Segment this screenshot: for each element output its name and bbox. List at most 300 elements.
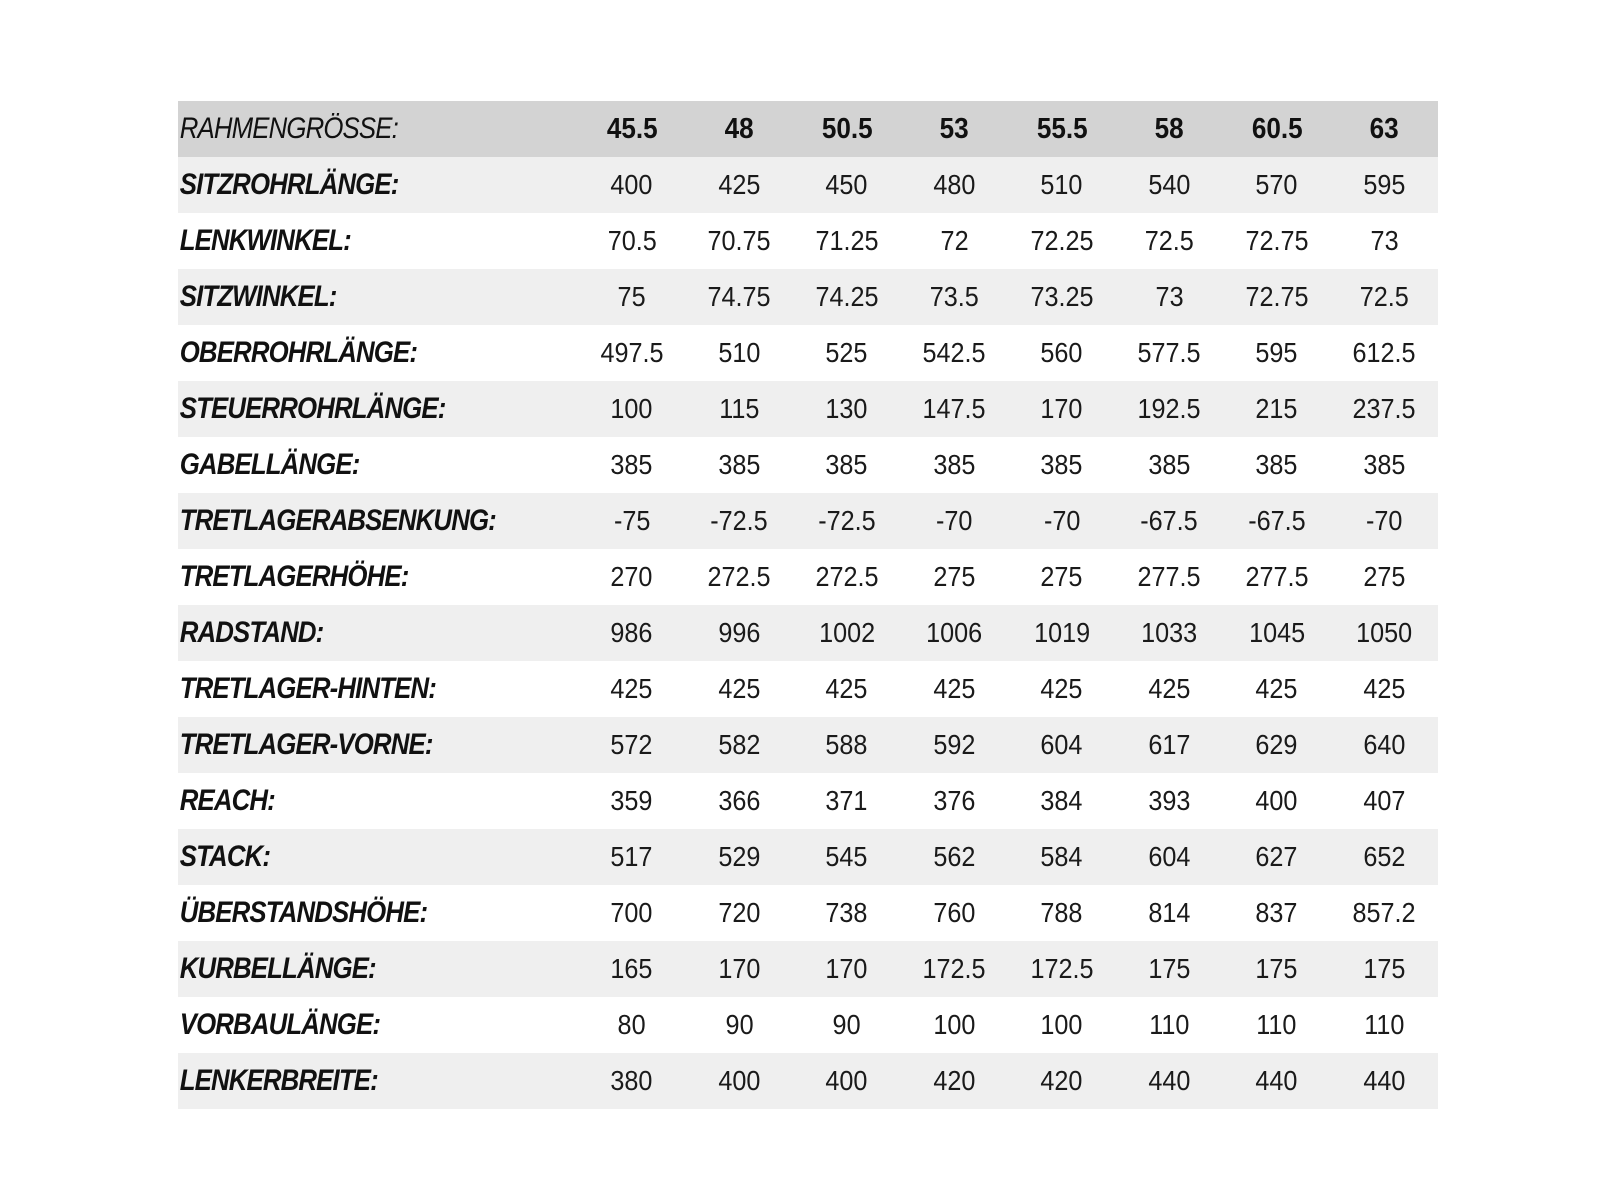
table-row [178, 941, 1438, 997]
value-text: 172.5 [922, 953, 986, 984]
value-text: 517 [610, 841, 653, 872]
value-cell [578, 437, 686, 493]
value-cell [901, 717, 1009, 773]
value-cell [1223, 773, 1331, 829]
value-cell [1008, 941, 1116, 997]
value-text: 73.5 [929, 281, 979, 312]
value-text: 275 [1363, 561, 1406, 592]
value-text: 407 [1363, 785, 1406, 816]
value-cell [1116, 325, 1224, 381]
row-label: RADSTAND: [179, 616, 324, 649]
value-cell [793, 157, 901, 213]
column-header [901, 101, 1009, 157]
value-text: 100 [1040, 1009, 1083, 1040]
value-cell [1008, 885, 1116, 941]
column-header-text: 58 [1154, 112, 1184, 145]
value-text: 385 [825, 449, 868, 480]
value-text: 420 [1040, 1065, 1083, 1096]
column-header [578, 101, 686, 157]
value-text: 147.5 [922, 393, 986, 424]
table-row [178, 829, 1438, 885]
value-cell [578, 213, 686, 269]
value-cell [1008, 997, 1116, 1053]
value-cell [1008, 325, 1116, 381]
column-header-text: 63 [1369, 112, 1399, 145]
value-text: 175 [1363, 953, 1406, 984]
table-row [178, 885, 1438, 941]
row-label-cell [178, 157, 578, 213]
row-label-cell [178, 885, 578, 941]
value-text: 400 [825, 1065, 868, 1096]
table-row [178, 605, 1438, 661]
row-label: VORBAULÄNGE: [179, 1008, 381, 1041]
value-cell [793, 325, 901, 381]
value-cell [1223, 493, 1331, 549]
value-cell [686, 941, 794, 997]
value-text: 100 [933, 1009, 976, 1040]
column-header-text: 53 [939, 112, 969, 145]
value-cell [578, 157, 686, 213]
header-row [178, 101, 1438, 157]
row-label-cell [178, 605, 578, 661]
value-cell [686, 661, 794, 717]
value-text: -70 [1043, 505, 1080, 536]
value-text: 175 [1255, 953, 1298, 984]
value-cell [686, 549, 794, 605]
value-cell [1331, 213, 1439, 269]
value-text: 760 [933, 897, 976, 928]
value-cell [1008, 437, 1116, 493]
value-cell [1223, 885, 1331, 941]
value-cell [578, 549, 686, 605]
value-cell [1116, 269, 1224, 325]
value-cell [1331, 773, 1439, 829]
value-text: 425 [610, 673, 653, 704]
value-text: -67.5 [1248, 505, 1306, 536]
value-cell [901, 885, 1009, 941]
value-cell [578, 829, 686, 885]
row-label: LENKERBREITE: [179, 1064, 378, 1097]
column-header-text: 50.5 [821, 112, 873, 145]
value-cell [1116, 717, 1224, 773]
value-cell [1331, 885, 1439, 941]
value-text: -75 [613, 505, 650, 536]
table-row [178, 269, 1438, 325]
value-cell [793, 549, 901, 605]
value-cell [901, 829, 1009, 885]
value-cell [686, 213, 794, 269]
value-text: 480 [933, 169, 976, 200]
value-cell [578, 269, 686, 325]
value-cell [1008, 605, 1116, 661]
row-label: SITZROHRLÄNGE: [179, 168, 399, 201]
value-text: 595 [1363, 169, 1406, 200]
value-cell [901, 605, 1009, 661]
value-text: 110 [1256, 1009, 1297, 1040]
value-cell [1223, 605, 1331, 661]
value-cell [793, 1053, 901, 1109]
value-text: 560 [1040, 337, 1083, 368]
value-cell [578, 773, 686, 829]
value-cell [1331, 325, 1439, 381]
value-text: 73 [1370, 225, 1399, 256]
table-row [178, 381, 1438, 437]
value-cell [578, 941, 686, 997]
row-label: TRETLAGER-HINTEN: [179, 672, 436, 705]
value-cell [1116, 605, 1224, 661]
value-cell [901, 437, 1009, 493]
value-cell [686, 493, 794, 549]
value-text: 72.5 [1144, 225, 1194, 256]
value-cell [901, 661, 1009, 717]
value-text: 542.5 [922, 337, 986, 368]
value-text: 385 [718, 449, 761, 480]
value-text: 627 [1255, 841, 1298, 872]
value-text: 192.5 [1137, 393, 1201, 424]
value-text: -72.5 [818, 505, 876, 536]
value-text: -72.5 [710, 505, 768, 536]
value-cell [686, 605, 794, 661]
value-text: 385 [1363, 449, 1406, 480]
value-text: 172.5 [1030, 953, 1094, 984]
value-text: 272.5 [815, 561, 879, 592]
value-cell [1223, 325, 1331, 381]
row-label: GABELLÄNGE: [179, 448, 360, 481]
value-cell [1116, 885, 1224, 941]
value-cell [1116, 549, 1224, 605]
value-cell [793, 997, 901, 1053]
value-text: 425 [1040, 673, 1083, 704]
value-cell [1331, 269, 1439, 325]
value-cell [901, 381, 1009, 437]
value-cell [1223, 157, 1331, 213]
value-text: 110 [1364, 1009, 1405, 1040]
table-row [178, 1053, 1438, 1109]
value-text: 272.5 [707, 561, 771, 592]
value-text: 385 [1040, 449, 1083, 480]
value-cell [1331, 997, 1439, 1053]
value-cell [1116, 773, 1224, 829]
header-label: RAHMENGRÖSSE: [179, 112, 398, 145]
value-text: -67.5 [1140, 505, 1198, 536]
value-cell [686, 717, 794, 773]
value-cell [1008, 213, 1116, 269]
value-text: 75 [617, 281, 646, 312]
value-text: 115 [719, 393, 760, 424]
value-text: 385 [1255, 449, 1298, 480]
row-label-cell [178, 661, 578, 717]
value-cell [1116, 493, 1224, 549]
value-text: 640 [1363, 729, 1406, 760]
value-cell [1331, 493, 1439, 549]
value-text: -70 [936, 505, 973, 536]
value-text: 529 [718, 841, 761, 872]
table-row [178, 325, 1438, 381]
value-cell [1223, 437, 1331, 493]
value-cell [901, 997, 1009, 1053]
row-label: TRETLAGERABSENKUNG: [179, 504, 496, 537]
row-label-cell [178, 213, 578, 269]
value-text: 384 [1040, 785, 1083, 816]
column-header [1331, 101, 1439, 157]
value-text: 1050 [1356, 617, 1413, 648]
value-text: 175 [1148, 953, 1191, 984]
row-label-cell [178, 1053, 578, 1109]
value-cell [1008, 717, 1116, 773]
value-text: 1006 [926, 617, 983, 648]
value-text: -70 [1366, 505, 1403, 536]
table-row [178, 549, 1438, 605]
value-text: 837 [1255, 897, 1298, 928]
value-text: 385 [1148, 449, 1191, 480]
value-text: 73.25 [1030, 281, 1094, 312]
value-text: 510 [718, 337, 761, 368]
value-text: 420 [933, 1065, 976, 1096]
value-cell [686, 1053, 794, 1109]
value-text: 73 [1155, 281, 1184, 312]
value-text: 814 [1148, 897, 1191, 928]
value-text: 130 [825, 393, 868, 424]
table-body [178, 101, 1438, 1109]
value-cell [793, 493, 901, 549]
value-cell [793, 605, 901, 661]
value-text: 74.75 [707, 281, 771, 312]
value-cell [901, 157, 1009, 213]
value-cell [578, 997, 686, 1053]
value-cell [578, 381, 686, 437]
value-text: 582 [718, 729, 761, 760]
table-row [178, 213, 1438, 269]
value-text: 450 [825, 169, 868, 200]
value-text: 1033 [1141, 617, 1198, 648]
value-cell [686, 157, 794, 213]
value-text: 604 [1148, 841, 1191, 872]
value-cell [1331, 1053, 1439, 1109]
value-cell [1223, 381, 1331, 437]
row-label-cell [178, 493, 578, 549]
column-header-text: 60.5 [1251, 112, 1303, 145]
value-text: 738 [825, 897, 868, 928]
column-header-text: 45.5 [606, 112, 658, 145]
geometry-table [178, 101, 1438, 1109]
value-cell [686, 885, 794, 941]
value-text: 275 [933, 561, 976, 592]
value-text: 497.5 [600, 337, 664, 368]
value-text: 277.5 [1137, 561, 1201, 592]
row-label: STEUERROHRLÄNGE: [179, 392, 446, 425]
value-cell [686, 269, 794, 325]
value-cell [901, 493, 1009, 549]
value-text: 90 [832, 1009, 861, 1040]
value-text: 385 [933, 449, 976, 480]
value-cell [901, 269, 1009, 325]
value-text: 110 [1149, 1009, 1190, 1040]
value-text: 237.5 [1352, 393, 1416, 424]
value-cell [686, 997, 794, 1053]
value-cell [1331, 157, 1439, 213]
value-text: 275 [1040, 561, 1083, 592]
value-text: 72.75 [1245, 225, 1309, 256]
value-text: 1045 [1248, 617, 1305, 648]
value-text: 857.2 [1352, 897, 1416, 928]
value-cell [1116, 661, 1224, 717]
value-text: 72.25 [1030, 225, 1094, 256]
value-text: 577.5 [1137, 337, 1201, 368]
value-cell [793, 269, 901, 325]
value-cell [901, 549, 1009, 605]
value-cell [1331, 437, 1439, 493]
row-label: SITZWINKEL: [179, 280, 337, 313]
value-text: 400 [610, 169, 653, 200]
value-cell [1331, 605, 1439, 661]
value-text: 400 [1255, 785, 1298, 816]
row-label: STACK: [179, 840, 271, 873]
value-text: 70.75 [707, 225, 771, 256]
value-text: 100 [610, 393, 653, 424]
value-cell [686, 829, 794, 885]
table-row [178, 437, 1438, 493]
value-cell [686, 381, 794, 437]
value-text: 425 [933, 673, 976, 704]
row-label: REACH: [179, 784, 275, 817]
value-cell [1331, 549, 1439, 605]
value-cell [793, 717, 901, 773]
value-text: 545 [825, 841, 868, 872]
value-text: 617 [1148, 729, 1191, 760]
row-label: OBERROHRLÄNGE: [179, 336, 418, 369]
value-text: 629 [1255, 729, 1298, 760]
row-label-cell [178, 269, 578, 325]
value-cell [1116, 157, 1224, 213]
value-cell [578, 717, 686, 773]
value-cell [901, 941, 1009, 997]
row-label-cell [178, 773, 578, 829]
value-text: 359 [610, 785, 653, 816]
value-cell [1008, 157, 1116, 213]
value-cell [1223, 269, 1331, 325]
row-label-cell [178, 549, 578, 605]
column-header [793, 101, 901, 157]
value-text: 170 [1040, 393, 1083, 424]
table-row [178, 661, 1438, 717]
value-cell [901, 1053, 1009, 1109]
value-text: 572 [610, 729, 653, 760]
column-header [1008, 101, 1116, 157]
value-cell [1223, 997, 1331, 1053]
column-header [686, 101, 794, 157]
value-text: 277.5 [1245, 561, 1309, 592]
value-cell [578, 661, 686, 717]
row-label-cell [178, 717, 578, 773]
value-cell [1008, 1053, 1116, 1109]
value-text: 1019 [1033, 617, 1090, 648]
value-text: 604 [1040, 729, 1083, 760]
value-text: 425 [825, 673, 868, 704]
value-text: 380 [610, 1065, 653, 1096]
value-text: 170 [718, 953, 761, 984]
value-cell [1008, 549, 1116, 605]
value-cell [1116, 829, 1224, 885]
value-text: 1002 [818, 617, 875, 648]
value-cell [793, 773, 901, 829]
value-cell [1116, 1053, 1224, 1109]
value-cell [1008, 269, 1116, 325]
value-cell [1008, 829, 1116, 885]
value-cell [1223, 941, 1331, 997]
row-label: TRETLAGERHÖHE: [179, 560, 409, 593]
row-label-cell [178, 381, 578, 437]
value-text: 425 [1255, 673, 1298, 704]
value-cell [1331, 717, 1439, 773]
column-header [1223, 101, 1331, 157]
column-header-text: 48 [724, 112, 754, 145]
value-text: 72.75 [1245, 281, 1309, 312]
column-header [1116, 101, 1224, 157]
table-row [178, 717, 1438, 773]
value-cell [1008, 493, 1116, 549]
value-cell [793, 829, 901, 885]
value-text: 376 [933, 785, 976, 816]
table-row [178, 997, 1438, 1053]
row-label-cell [178, 997, 578, 1053]
value-text: 996 [718, 617, 761, 648]
value-text: 986 [610, 617, 653, 648]
row-label: LENKWINKEL: [179, 224, 351, 257]
value-cell [901, 773, 1009, 829]
value-cell [578, 605, 686, 661]
value-cell [793, 885, 901, 941]
value-cell [1331, 829, 1439, 885]
value-text: 72.5 [1359, 281, 1409, 312]
table-row [178, 157, 1438, 213]
value-text: 592 [933, 729, 976, 760]
value-cell [686, 437, 794, 493]
value-cell [578, 885, 686, 941]
column-header-text: 55.5 [1036, 112, 1088, 145]
value-cell [686, 325, 794, 381]
value-text: 595 [1255, 337, 1298, 368]
value-text: 584 [1040, 841, 1083, 872]
value-text: 562 [933, 841, 976, 872]
value-text: 71.25 [815, 225, 879, 256]
value-cell [686, 773, 794, 829]
value-text: 788 [1040, 897, 1083, 928]
value-cell [1008, 381, 1116, 437]
value-text: 400 [718, 1065, 761, 1096]
value-cell [1331, 941, 1439, 997]
value-text: 270 [610, 561, 653, 592]
value-cell [1223, 829, 1331, 885]
value-text: 70.5 [607, 225, 657, 256]
value-cell [1116, 997, 1224, 1053]
value-cell [1331, 661, 1439, 717]
table-row [178, 493, 1438, 549]
value-cell [578, 493, 686, 549]
value-text: 612.5 [1352, 337, 1416, 368]
row-label: KURBELLÄNGE: [179, 952, 376, 985]
value-cell [793, 437, 901, 493]
row-label-cell [178, 941, 578, 997]
value-cell [901, 325, 1009, 381]
value-cell [1223, 661, 1331, 717]
value-cell [1223, 549, 1331, 605]
value-text: 425 [718, 169, 761, 200]
value-text: 170 [825, 953, 868, 984]
value-text: 74.25 [815, 281, 879, 312]
value-cell [578, 325, 686, 381]
header-label-cell [178, 101, 578, 157]
value-cell [1223, 717, 1331, 773]
